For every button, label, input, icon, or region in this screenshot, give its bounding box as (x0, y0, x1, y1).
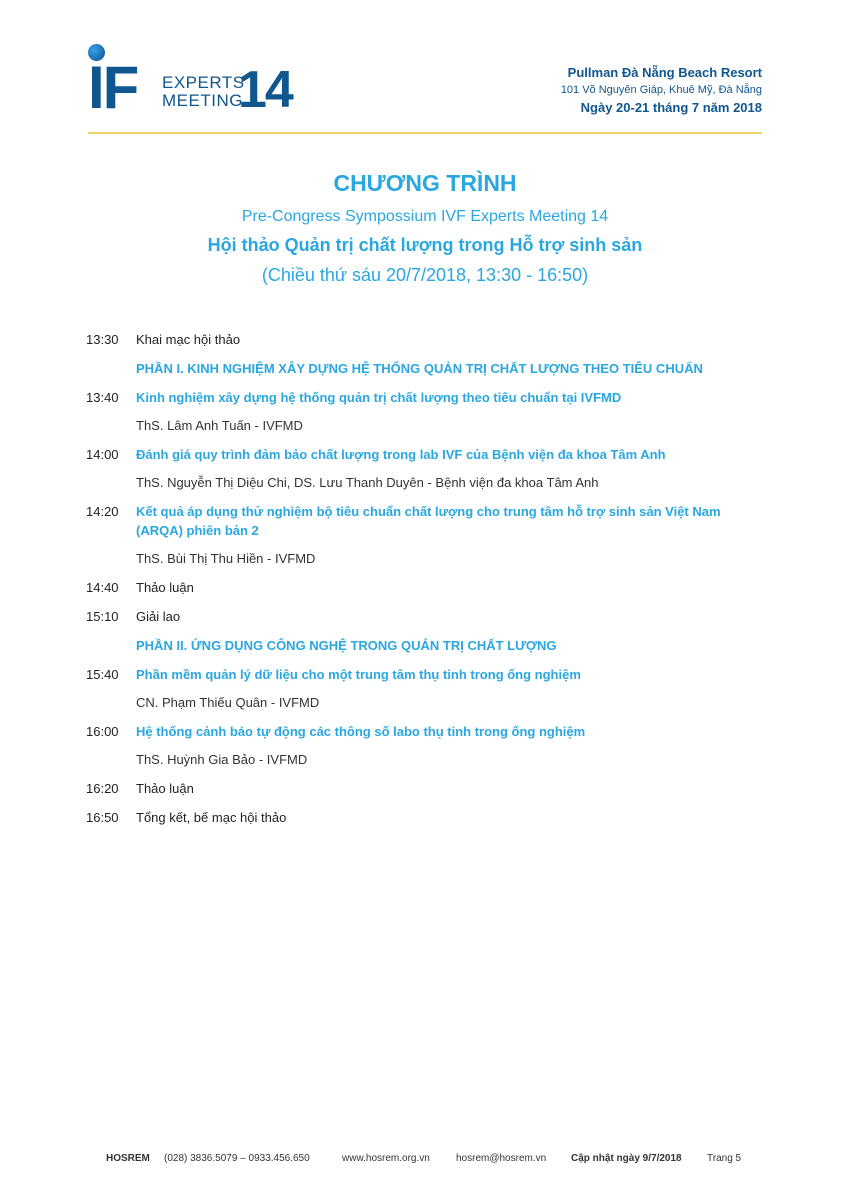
footer-updated: Cập nhật ngày 9/7/2018 (571, 1153, 682, 1164)
session-title: Kinh nghiệm xây dựng hệ thống quản trị chất lượng theo tiêu chuẩn tại IVFMD (136, 390, 622, 405)
venue-date: Ngày 20-21 tháng 7 năm 2018 (580, 100, 762, 115)
schedule-time: 16:50 (86, 810, 119, 825)
header-divider (88, 132, 762, 134)
speaker: ThS. Lâm Anh Tuấn - IVFMD (136, 418, 303, 433)
footer-email[interactable]: hosrem@hosrem.vn (456, 1153, 547, 1164)
schedule-time: 14:00 (86, 447, 119, 462)
schedule-time: 15:40 (86, 667, 119, 682)
schedule-body (136, 607, 764, 626)
schedule-time: 14:40 (86, 580, 119, 595)
schedule-body (136, 502, 764, 568)
session-time: (Chiều thứ sáu 20/7/2018, 13:30 - 16:50) (261, 265, 589, 285)
schedule-row (86, 607, 764, 626)
schedule-body (136, 808, 764, 827)
schedule-row (86, 359, 764, 378)
footer-org: HOSREM (106, 1153, 150, 1164)
schedule-row (86, 330, 764, 349)
footer-website[interactable]: www.hosrem.org.vn (342, 1153, 430, 1164)
schedule-row (86, 636, 764, 655)
schedule-body (136, 779, 764, 798)
schedule-row (86, 578, 764, 597)
footer-page-number: Trang 5 (707, 1153, 742, 1164)
schedule-time: 15:10 (86, 609, 119, 624)
schedule-body (136, 578, 764, 597)
schedule-time: 13:40 (86, 390, 119, 405)
logo-line-2: MEETING (162, 91, 243, 110)
page-title: CHƯƠNG TRÌNH (333, 170, 517, 196)
schedule-body (136, 722, 764, 769)
schedule-time: 16:20 (86, 781, 119, 796)
agenda-item: Thảo luận (136, 781, 194, 796)
agenda-item: Thảo luận (136, 580, 194, 595)
schedule-body (136, 330, 764, 349)
workshop-title: Hội thảo Quản trị chất lượng trong Hỗ trợ sinh sản (207, 235, 643, 255)
agenda-item: Khai mạc hội thảo (136, 332, 241, 347)
page-header (88, 40, 762, 135)
schedule-body (136, 445, 764, 492)
schedule-time: 13:30 (86, 332, 119, 347)
speaker: ThS. Bùi Thị Thu Hiền - IVFMD (136, 551, 316, 566)
logo-number: 14 (238, 61, 292, 119)
speaker: ThS. Huỳnh Gia Bảo - IVFMD (136, 752, 308, 767)
schedule-body (136, 665, 764, 712)
schedule-row (86, 665, 764, 712)
page-footer (106, 1153, 746, 1164)
schedule-row (86, 722, 764, 769)
session-title: Kết quả áp dụng thử nghiệm bộ tiêu chuẩn chất lượng cho trung tâm hỗ trợ sinh sản Việt Nam (ARQA) phiên bản 2 (136, 504, 721, 538)
ivf-experts-meeting-logo (88, 40, 308, 130)
venue-info (561, 64, 762, 118)
session-title: PHẦN I. KINH NGHIỆM XÂY DỰNG HỆ THỐNG QUẢN TRỊ CHẤT LƯỢNG THEO TIÊU CHUẨN (136, 361, 703, 376)
schedule-row (86, 808, 764, 827)
schedule-body (136, 359, 764, 378)
schedule-row (86, 388, 764, 435)
schedule-row (86, 445, 764, 492)
program-schedule (86, 330, 764, 827)
agenda-item: Tổng kết, bế mạc hội thảo (136, 810, 287, 825)
schedule-row (86, 502, 764, 568)
schedule-time: 14:20 (86, 504, 119, 519)
footer-phone: (028) 3836.5079 – 0933.456.650 (164, 1153, 310, 1164)
venue-address: 101 Võ Nguyên Giáp, Khuê Mỹ, Đà Nẵng (560, 84, 762, 96)
schedule-body (136, 388, 764, 435)
schedule-row (86, 779, 764, 798)
logo-words (162, 74, 245, 110)
venue-name: Pullman Đà Nẵng Beach Resort (567, 65, 762, 80)
speaker: CN. Phạm Thiếu Quân - IVFMD (136, 695, 320, 710)
logo-line-1: EXPERTS (162, 73, 245, 92)
symposium-subtitle: Pre-Congress Sympossium IVF Experts Meeting 14 (241, 208, 609, 225)
schedule-time: 16:00 (86, 724, 119, 739)
session-title: Hệ thống cảnh báo tự động các thông số labo thụ tinh trong ống nghiệm (136, 724, 586, 739)
logo-mark: IF (88, 54, 136, 121)
session-title: PHẦN II. ỨNG DỤNG CÔNG NGHỆ TRONG QUẢN TRỊ CHẤT LƯỢNG (136, 638, 557, 653)
speaker: ThS. Nguyễn Thị Diệu Chi, DS. Lưu Thanh Duyên - Bệnh viện đa khoa Tâm Anh (136, 475, 599, 490)
session-title: Đánh giá quy trình đảm bảo chất lượng trong lab IVF của Bệnh viện đa khoa Tâm Anh (136, 447, 666, 462)
session-title: Phần mềm quản lý dữ liệu cho một trung tâm thụ tinh trong ống nghiệm (136, 667, 581, 682)
agenda-item: Giải lao (136, 609, 181, 624)
schedule-body (136, 636, 764, 655)
program-titles (88, 166, 762, 290)
